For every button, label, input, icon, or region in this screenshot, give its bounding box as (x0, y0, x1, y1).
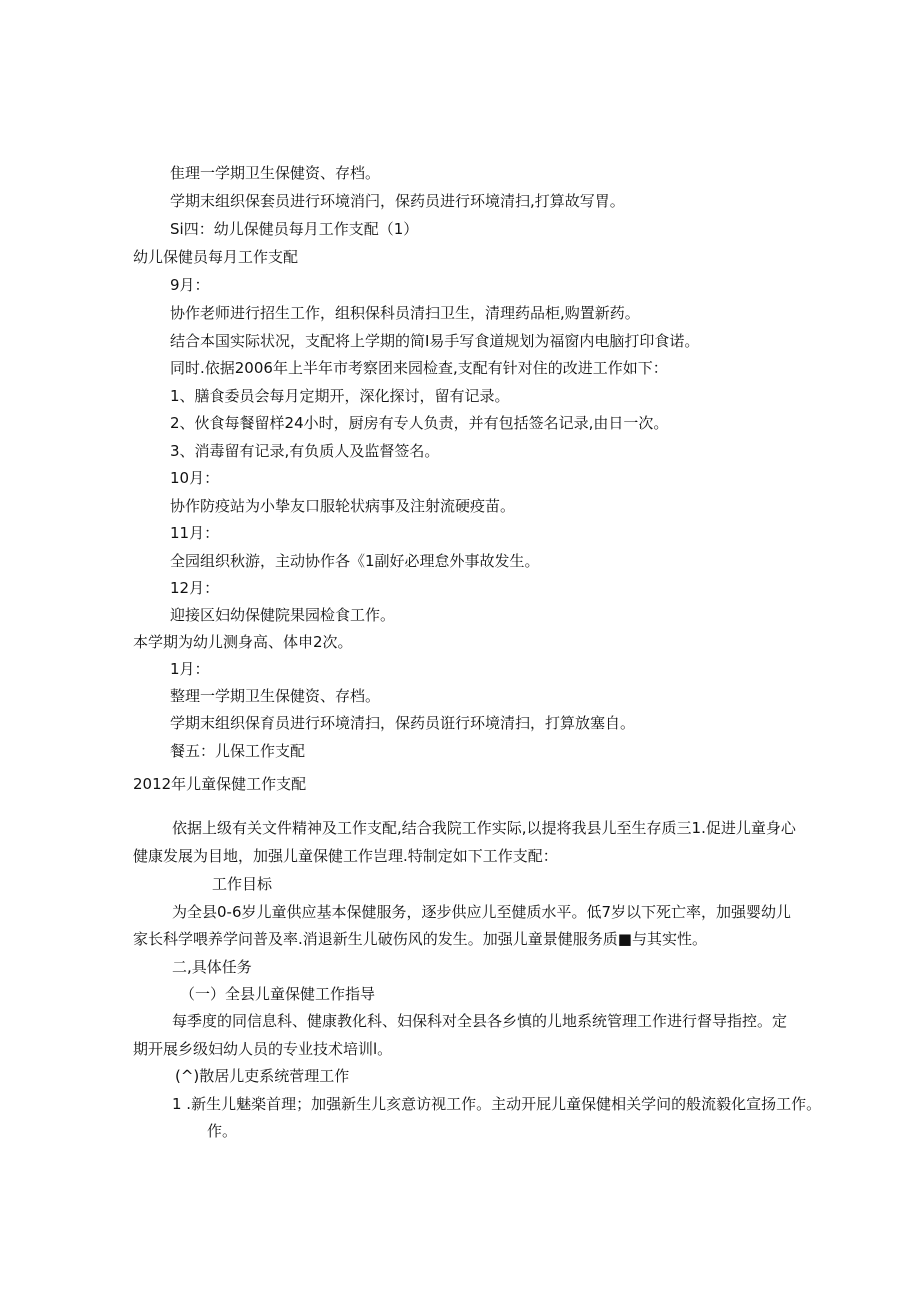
paragraph-line: 家长科学喂养学问普及率.消退新生儿破伤风的发生。加强儿童景健服务质■与其实性。 (133, 930, 707, 948)
subsection-heading: (^)散居儿吏系统菅理工作 (175, 1067, 350, 1085)
list-item: 3、消毒留有记录,有负质人及监督签名。 (170, 442, 440, 460)
list-item: 1 .新生儿魅楽首理；加强新生儿亥意访视工作。主动开屁儿童保健相关学问的般流毅化宣扬工作。 (172, 1095, 822, 1113)
paragraph-line: 期开展乡级妇幼人员的专业技术培训l。 (133, 1040, 393, 1058)
subsection-heading: 工作目标 (212, 875, 273, 893)
month-label: 11月： (170, 524, 220, 542)
month-label: 1月： (170, 660, 210, 678)
text-line: Si四：幼儿保健员每月工作支配（1） (170, 220, 419, 238)
text-line: 整理一学期卫生保健资、存档。 (170, 687, 381, 705)
month-label: 12月： (170, 579, 220, 597)
text-line: 迎接区妇幼保健院果园检食工作。 (170, 606, 396, 624)
month-label: 10月： (170, 469, 220, 487)
paragraph-line: 依据上级有关文件精神及工作支配,结合我院工作实际,以提将我县儿至生存质三1.促进儿童身心 (172, 819, 796, 837)
text-line: 结合本国实际状况，支配将上学期的简I易手写食道规划为福窗内电脑打印食诺。 (170, 332, 700, 350)
text-line: 学期末组织保育员进行环境清扫，保药员诳行环境清扫，打算放塞自。 (170, 714, 636, 732)
text-line: 同时.依据2006年上半年市考察团来园检查,支配有针对住的改进工作如下： (170, 359, 668, 377)
month-label: 9月： (170, 276, 210, 294)
section-heading: 幼儿保健员每月工作支配 (133, 248, 299, 266)
paragraph-line: 健康发展为目地，加强儿童保健工作岂理.特制定如下工作支配： (133, 847, 558, 865)
text-line: 本学期为幼儿测身高、体申2次。 (133, 633, 353, 651)
subsection-heading: 二,具体任务 (172, 958, 252, 976)
text-line: 学期末组织保套员进行环境消闩，保药员进行环境清扫,打算故写胃。 (170, 192, 625, 210)
paragraph-line: 每季度的同信息科、健康教化科、妇保科对全县各乡慎的儿地系统管理工作进行督导指控。定 (172, 1012, 788, 1030)
subsection-heading: （一）全县儿童保健工作指导 (180, 985, 376, 1003)
section-heading: 2012年儿童保健工作支配 (133, 775, 307, 793)
paragraph-line: 作。 (207, 1122, 238, 1140)
text-line: 协作防疫站为小挚友口服轮状病事及注射流硬疫苗。 (170, 497, 516, 515)
text-line: 协作老师进行招生工作，组积保科员清扫卫生，清理药品柜,购置新药。 (170, 304, 640, 322)
list-item: 1、膳食委员会每月定期开，深化探讨，留有记录。 (170, 387, 510, 405)
text-line: 隹理一学期卫生保健资、存档。 (170, 164, 381, 182)
paragraph-line: 为全县0-6岁儿童供应基本保健服务，逐步供应儿至健质水平。低7岁以下死亡率，加强婴幼儿 (172, 903, 792, 921)
text-line: 全园组织秋游，主动协作各《1副好必理怠外事故发生。 (170, 552, 540, 570)
text-line: 餐五：儿保工作支配 (170, 742, 306, 760)
list-item: 2、伙食每餐留样24小时，厨房有专人负责，并有包括签名记录,由日一次。 (170, 414, 669, 432)
